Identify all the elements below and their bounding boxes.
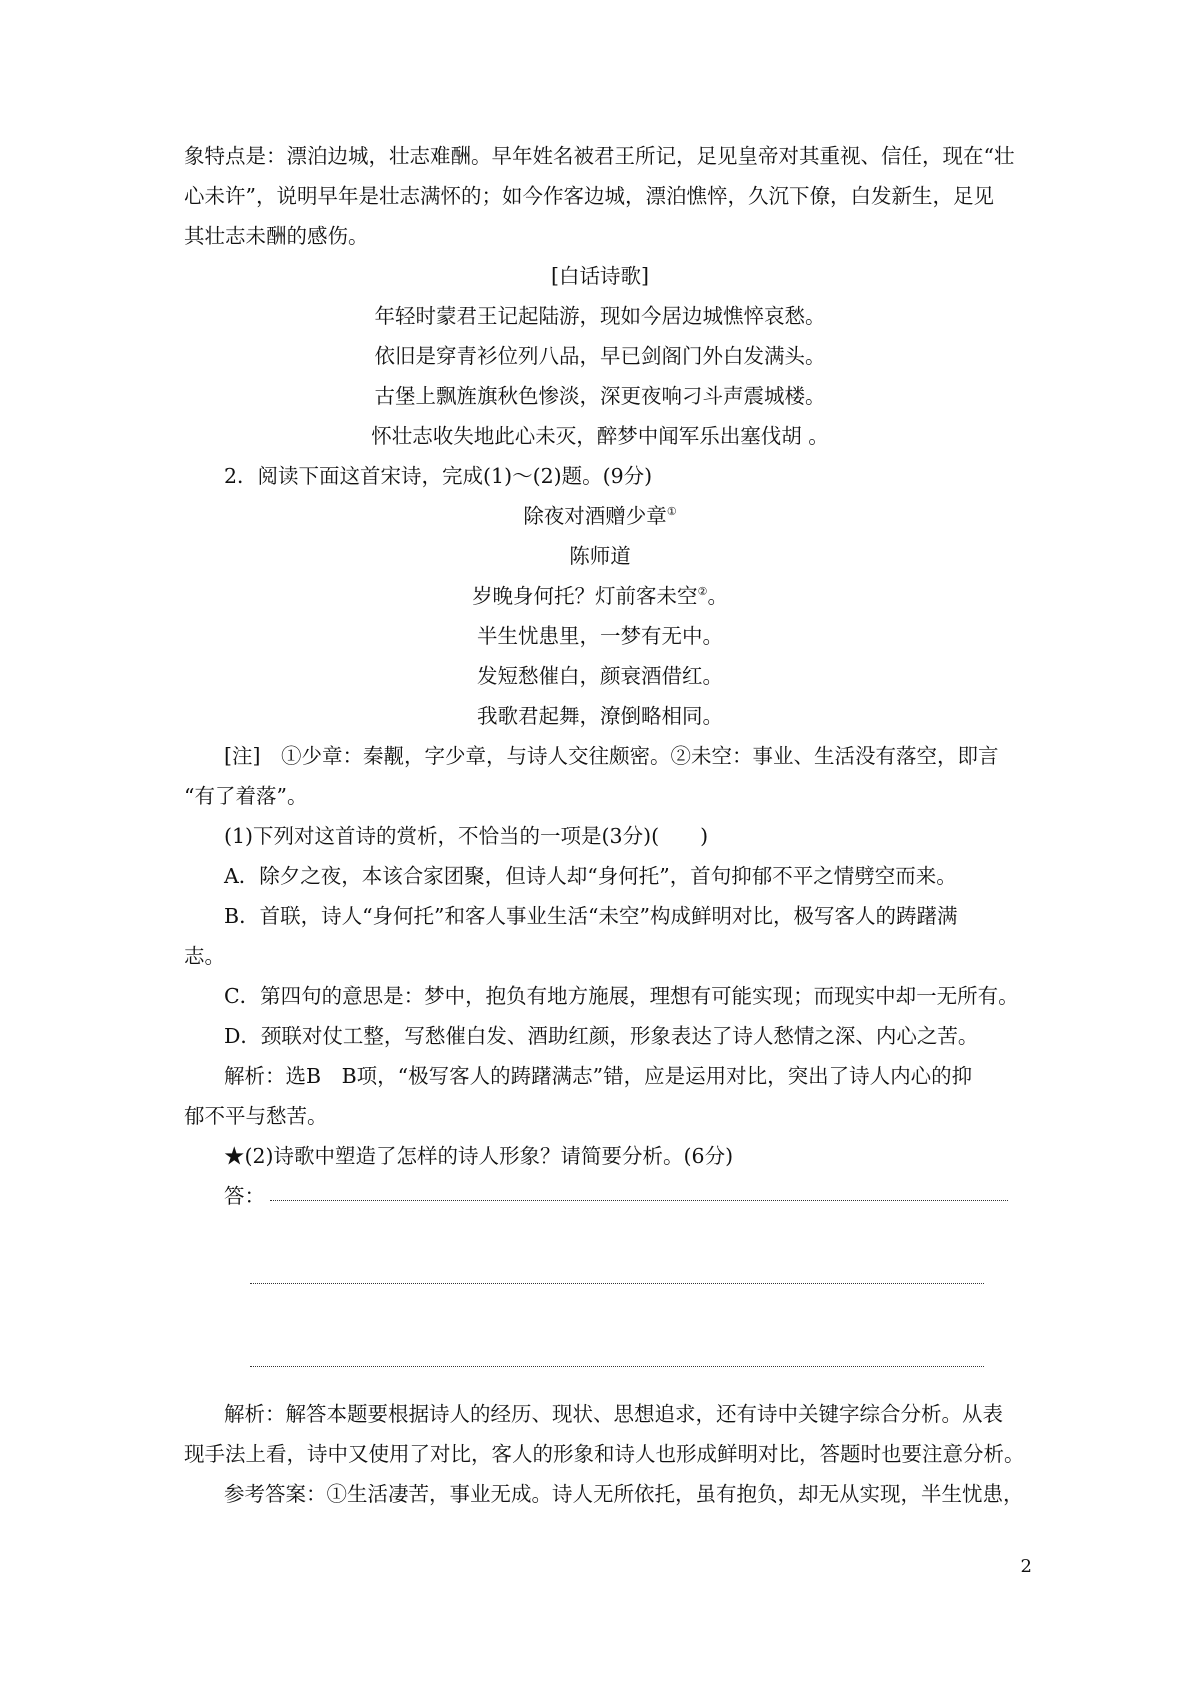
vernacular-heading: [白话诗歌] xyxy=(551,264,649,288)
question-2-prompt: 2．阅读下面这首宋诗，完成(1)～(2)题。(9分) xyxy=(224,464,653,488)
option-b: B．首联，诗人“身何托”和客人事业生活“未空”构成鲜明对比，极写客人的踌躇满 xyxy=(224,904,958,928)
vernacular-line: 依旧是穿青衫位列八品，早已剑阁门外白发满头。 xyxy=(374,344,826,368)
analysis-text: 解析：解答本题要根据诗人的经历、现状、思想追求，还有诗中关键字综合分析。从表 xyxy=(224,1402,1003,1426)
answer-blank-line[interactable] xyxy=(270,1200,1008,1201)
poem-line: 我歌君起舞，潦倒略相同。 xyxy=(477,704,723,728)
intro-line: 其壮志未酬的感伤。 xyxy=(184,224,369,248)
poem-line: 岁晚身何托？灯前客未空②。 xyxy=(472,584,728,608)
page-number: 2 xyxy=(1020,1556,1032,1577)
vernacular-line: 年轻时蒙君王记起陆游，现如今居边城憔悴哀愁。 xyxy=(374,304,826,328)
sub-question-1-prompt: (1)下列对这首诗的赏析，不恰当的一项是(3分)( ) xyxy=(224,824,709,848)
analysis-text: 解析：选B B项，“极写客人的踌躇满志”错，应是运用对比，突出了诗人内心的抑 xyxy=(224,1064,973,1088)
vernacular-line: 古堡上飘旌旗秋色惨淡，深更夜响刁斗声震城楼。 xyxy=(374,384,826,408)
option-a: A．除夕之夜，本该合家团聚，但诗人却“身何托”，首句抑郁不平之情劈空而来。 xyxy=(224,864,957,888)
footnote-marker: ① xyxy=(666,505,677,518)
poem-notes: “有了着落”。 xyxy=(184,784,308,808)
answer-blank-line[interactable] xyxy=(250,1283,984,1284)
reference-answer: 参考答案：①生活凄苦，事业无成。诗人无所依托，虽有抱负，却无从实现，半生忧患， xyxy=(224,1482,1024,1506)
poem-line: 半生忧患里，一梦有无中。 xyxy=(477,624,723,648)
footnote-marker: ② xyxy=(697,585,708,598)
intro-line: 心未许”，说明早年是壮志满怀的；如今作客边城，漂泊憔悴，久沉下僚，白发新生，足见 xyxy=(184,184,994,208)
analysis-text: 郁不平与愁苦。 xyxy=(184,1104,328,1128)
poem-line: 发短愁催白，颜衰酒借红。 xyxy=(477,664,723,688)
answer-blank-line[interactable] xyxy=(250,1366,984,1367)
option-d: D．颈联对仗工整，写愁催白发、酒助红颜，形象表达了诗人愁情之深、内心之苦。 xyxy=(224,1024,979,1048)
option-b: 志。 xyxy=(184,944,225,968)
intro-line: 象特点是：漂泊边城，壮志难酬。早年姓名被君王所记，足见皇帝对其重视、信任，现在“壮 xyxy=(184,144,1015,168)
sub-question-2-prompt: ★(2)诗歌中塑造了怎样的诗人形象？请简要分析。(6分) xyxy=(224,1144,734,1168)
vernacular-line: 怀壮志收失地此心未灭，醉梦中闻军乐出塞伐胡 。 xyxy=(371,424,829,448)
poem-notes: [注] ①少章：秦觏，字少章，与诗人交往颇密。②未空：事业、生活没有落空，即言 xyxy=(224,744,999,768)
analysis-text: 现手法上看，诗中又使用了对比，客人的形象和诗人也形成鲜明对比，答题时也要注意分析。 xyxy=(184,1442,1025,1466)
poem-author: 陈师道 xyxy=(569,544,631,568)
answer-label: 答： xyxy=(224,1184,265,1208)
poem-title: 除夜对酒赠少章① xyxy=(523,504,677,528)
option-c: C．第四句的意思是：梦中，抱负有地方施展，理想有可能实现；而现实中却一无所有。 xyxy=(224,984,1019,1008)
